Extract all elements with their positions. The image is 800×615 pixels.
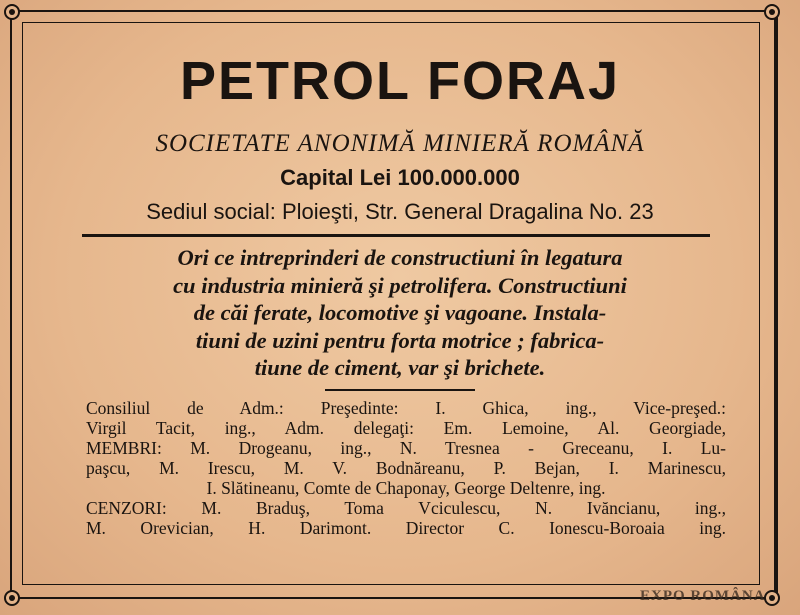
description-paragraph	[0, 244, 800, 382]
corner-ornament	[764, 4, 780, 20]
watermark: EXPO ROMÂNA	[640, 588, 766, 604]
small-divider-rule	[325, 389, 475, 391]
board-line: Consiliul de Adm.: Preşedinte: I. Ghica, ing., Vice-preşed.:	[86, 398, 726, 418]
divider-rule	[82, 234, 710, 237]
description-line: tiune de ciment, var şi brichete.	[254, 355, 546, 380]
headquarters-line: Sediul social: Ploieşti, Str. General Dragalina No. 23	[146, 199, 654, 224]
board-line: CENZORI: M. Braduş, Toma Vciculescu, N. Ivăncianu, ing.,	[86, 498, 726, 518]
board-line: I. Slătineanu, Comte de Chaponay, George Deltenre, ing.	[206, 478, 606, 498]
corner-ornament	[4, 4, 20, 20]
board-members-block	[86, 398, 726, 538]
corner-ornament	[764, 590, 780, 606]
board-line: M. Orevician, H. Darimont. Director C. Ionescu-Boroaia ing.	[86, 518, 726, 538]
board-line: Virgil Tacit, ing., Adm. delegaţi: Em. Lemoine, Al. Georgiade,	[86, 418, 726, 438]
description-line: tiuni de uzini pentru forta motrice ; fabrica-	[195, 327, 605, 353]
board-line: paşcu, M. Irescu, M. V. Bodnăreanu, P. Bejan, I. Marinescu,	[86, 458, 726, 478]
description-line: cu industria minieră şi petrolifera. Constructiuni	[173, 272, 627, 298]
capital-line: Capital Lei 100.000.000	[280, 165, 520, 190]
board-line: MEMBRI: M. Drogeanu, ing., N. Tresnea - Greceanu, I. Lu-	[86, 438, 726, 458]
description-line: de căi ferate, locomotive şi vagoane. Instala-	[193, 300, 607, 325]
corner-ornament	[4, 590, 20, 606]
company-title: PETROL FORAJ	[179, 51, 621, 111]
company-subtitle: SOCIETATE ANONIMĂ MINIERĂ ROMÂNĂ	[155, 130, 645, 157]
description-line: Ori ce intreprinderi de constructiuni în legatura	[177, 245, 623, 270]
